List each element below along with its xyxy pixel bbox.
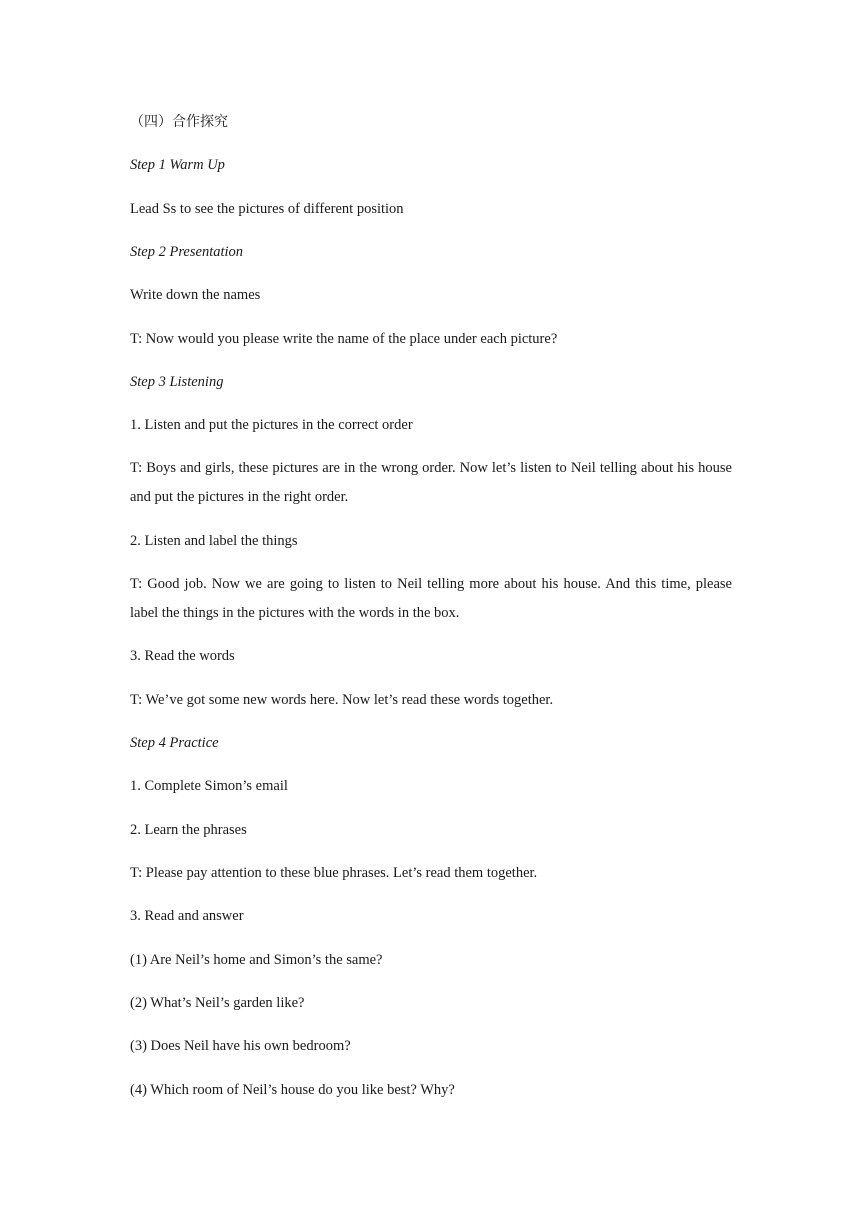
question-1: (1) Are Neil’s home and Simon’s the same? [130,952,383,968]
step3-teacher-line-3: T: We’ve got some new words here. Now let’s read these words together. [130,692,554,708]
step3-item2: 2. Listen and label the things [130,533,298,549]
step4-item1: 1. Complete Simon’s email [130,778,288,794]
step3-item1: 1. Listen and put the pictures in the correct order [130,417,413,433]
step4-teacher-line: T: Please pay attention to these blue phrases. Let’s read them together. [130,865,538,881]
step3-teacher-line-1: T: Boys and girls, these pictures are in the wrong order. Now let’s listen to Neil telling about his house and put the pictures in the right order. [130,460,732,505]
step1-title: Step 1 Warm Up [130,157,225,173]
step1-text: Lead Ss to see the pictures of different position [130,201,404,217]
question-4: (4) Which room of Neil’s house do you like best? Why? [130,1082,455,1098]
step3-teacher-line-2: T: Good job. Now we are going to listen to Neil telling more about his house. And this time, please label the things in the pictures with the words in the box. [130,576,732,621]
step3-item3: 3. Read the words [130,648,235,664]
step2-teacher-line: T: Now would you please write the name of the place under each picture? [130,331,558,347]
step4-item2: 2. Learn the phrases [130,822,247,838]
step3-title: Step 3 Listening [130,374,224,390]
step4-item3: 3. Read and answer [130,908,244,924]
step4-title: Step 4 Practice [130,735,219,751]
question-3: (3) Does Neil have his own bedroom? [130,1038,351,1054]
section-heading: （四）合作探究 [130,114,228,130]
question-2: (2) What’s Neil’s garden like? [130,995,305,1011]
step2-title: Step 2 Presentation [130,244,244,260]
step2-item: Write down the names [130,287,261,303]
